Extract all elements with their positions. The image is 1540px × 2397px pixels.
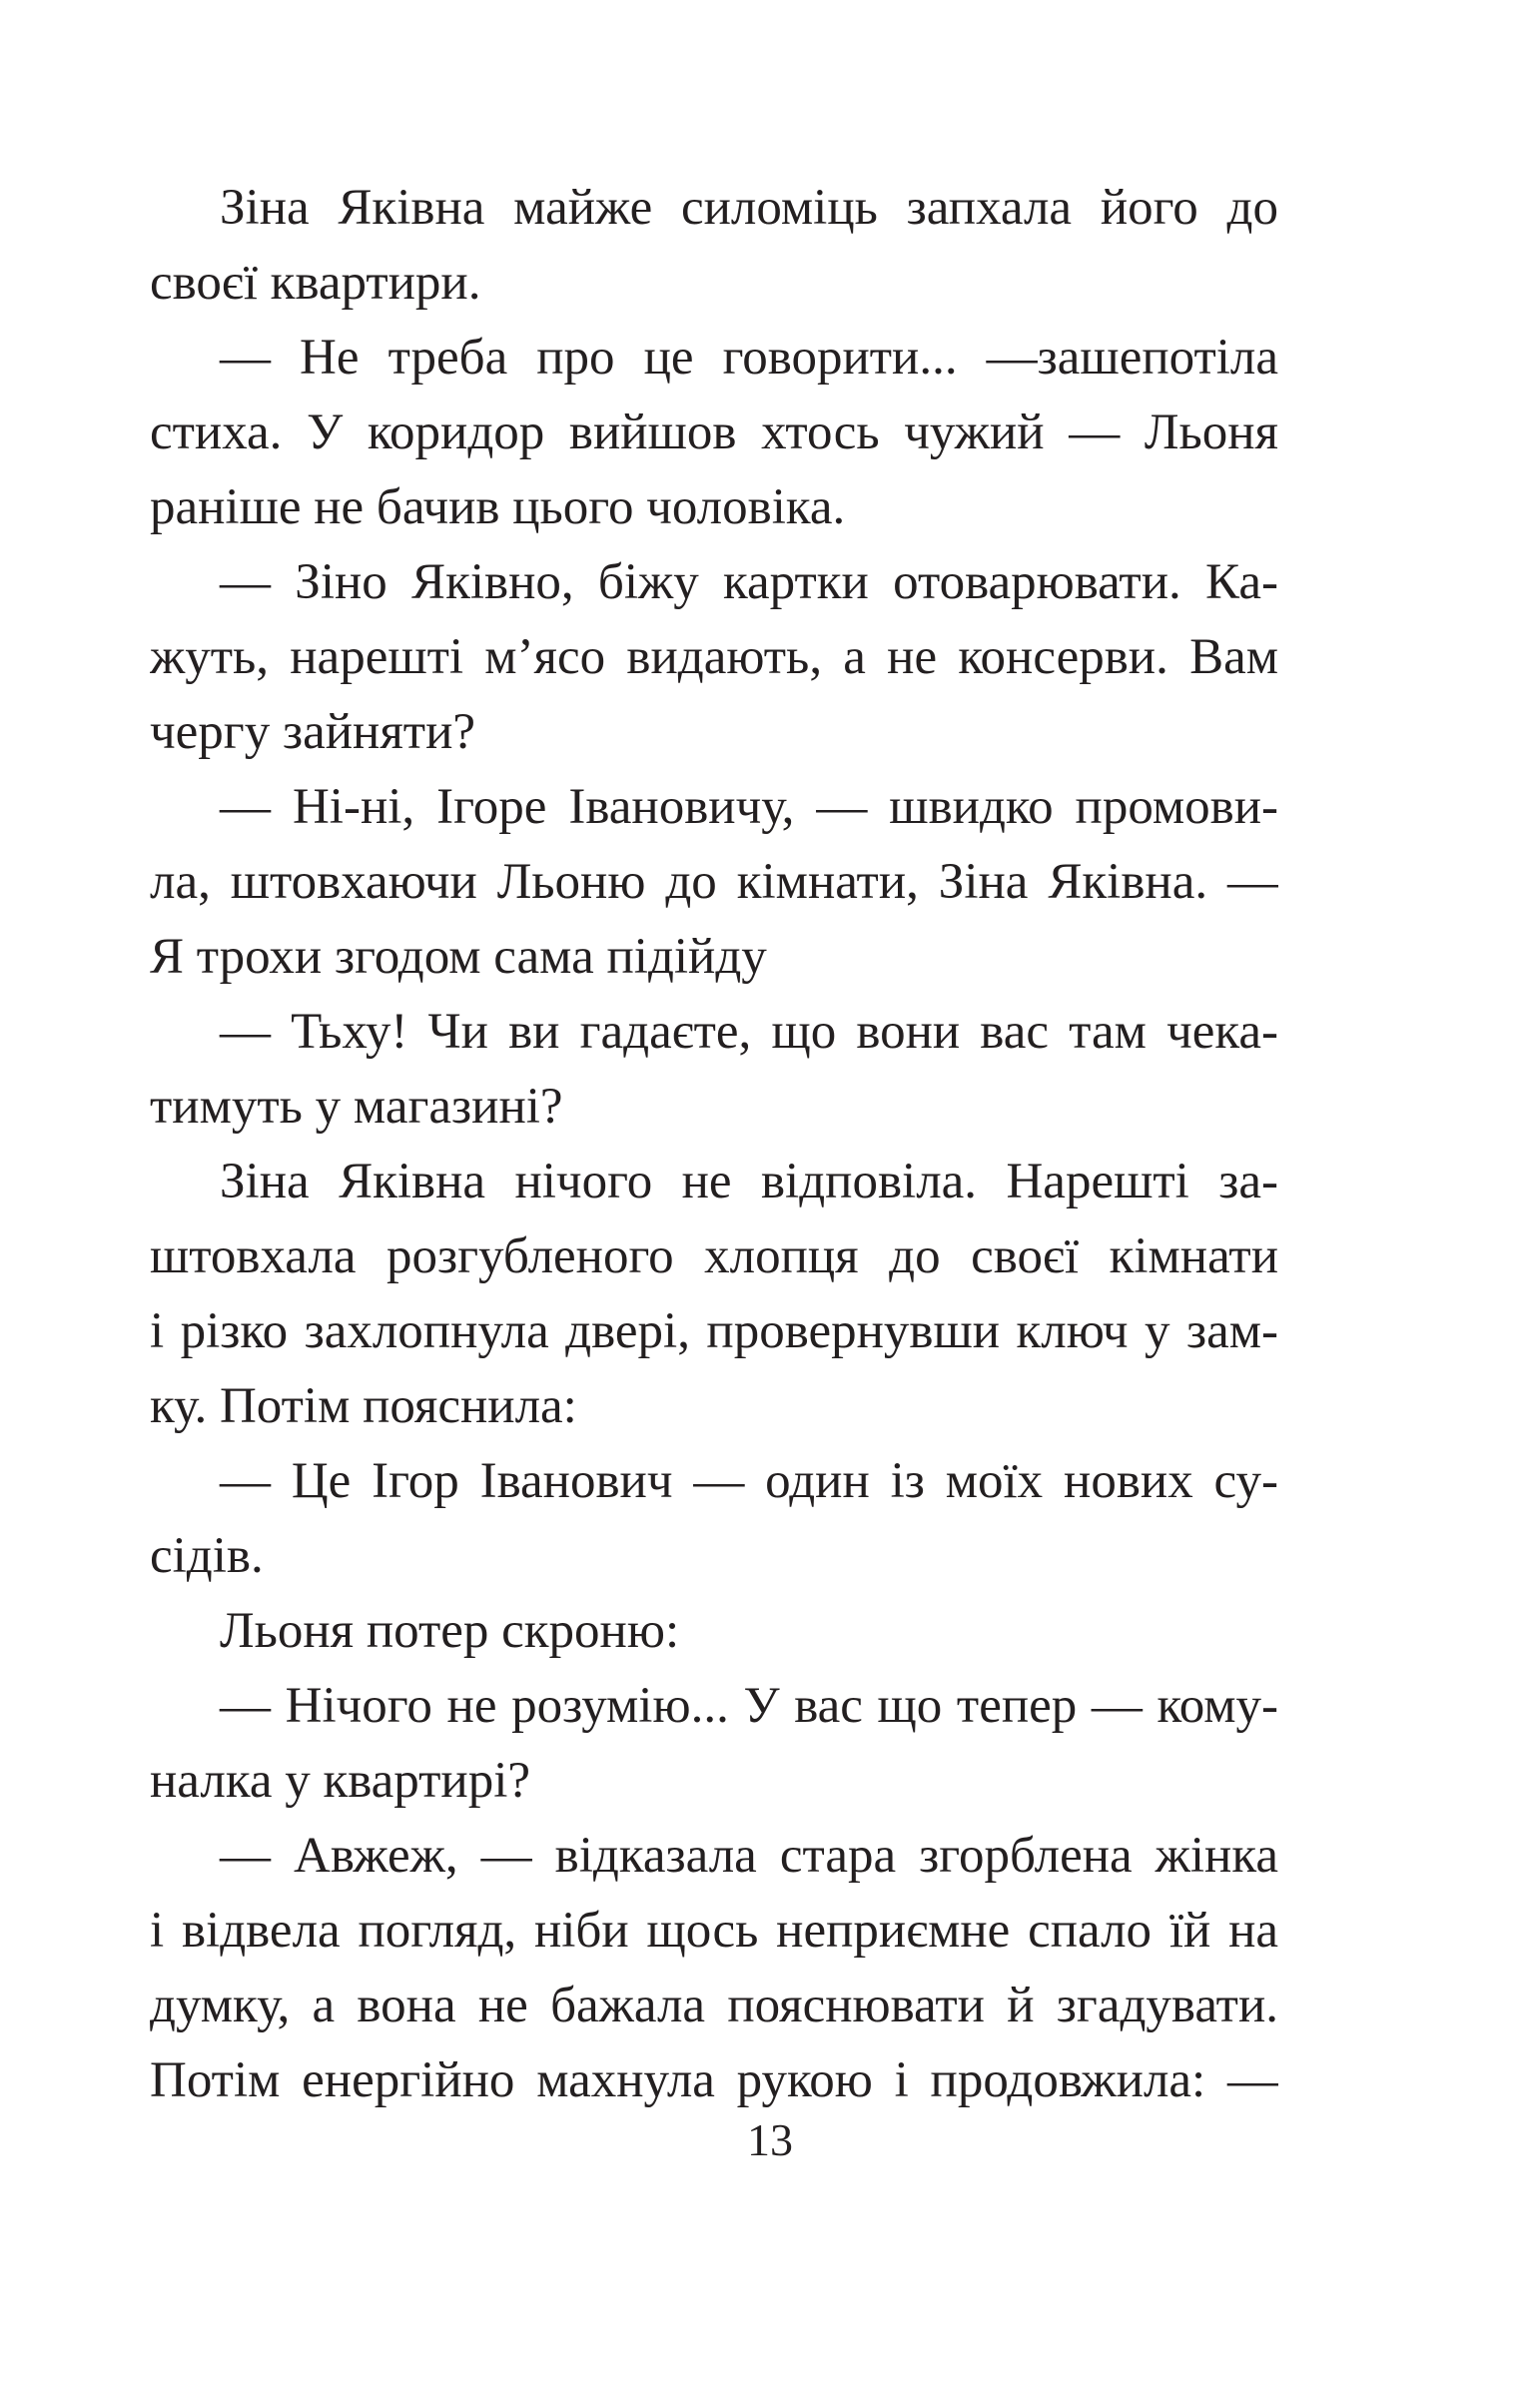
- text-line: Я трохи згодом сама підійду: [150, 929, 767, 985]
- text-line: — Це Ігор Іванович — один із моїх нових су-: [220, 1453, 1278, 1509]
- text-line: Потім енергійно махнула рукою і продовжила: —: [150, 2052, 1278, 2108]
- text-line: ла, штовхаючи Льоню до кімнати, Зіна Яківна. —: [150, 854, 1278, 910]
- text-line: налка у квартирі?: [150, 1753, 531, 1809]
- text-line: тимуть у магазині?: [150, 1079, 563, 1135]
- text-line: — Зіно Яківно, біжу картки отоварювати. Ка-: [220, 554, 1278, 610]
- text-line: сідів.: [150, 1528, 264, 1584]
- text-line: чергу зайняти?: [150, 704, 475, 760]
- text-line: Льоня потер скроню:: [220, 1603, 680, 1659]
- text-line: — Нічого не розумію... У вас що тепер — кому-: [220, 1678, 1278, 1734]
- text-line: — Ні-ні, Ігоре Івановичу, — швидко промови-: [220, 779, 1278, 835]
- text-line: Зіна Яківна майже силоміць запхала його до: [220, 180, 1278, 236]
- text-line: — Не треба про це говорити... —зашепотіла: [220, 330, 1278, 386]
- text-line: — Тьху! Чи ви гадаєте, що вони вас там чека-: [220, 1004, 1278, 1060]
- text-line: раніше не бачив цього чоловіка.: [150, 479, 846, 535]
- text-line: своєї квартири.: [150, 255, 481, 311]
- text-line: жуть, нарешті м’ясо видають, а не консерви. Вам: [150, 629, 1278, 685]
- text-line: Зіна Яківна нічого не відповіла. Нарешті за-: [220, 1154, 1278, 1209]
- text-line: ку. Потім пояснила:: [150, 1378, 577, 1434]
- text-line: і відвела погляд, ніби щось неприємне спало їй на: [150, 1903, 1278, 1959]
- page-text: [150, 171, 1278, 2118]
- text-line: і різко захлопнула двері, провернувши ключ у зам-: [150, 1303, 1278, 1359]
- text-line: думку, а вона не бажала пояснювати й згадувати.: [150, 1978, 1278, 2033]
- page-number: 13: [747, 2114, 793, 2165]
- text-line: стиха. У коридор вийшов хтось чужий — Льоня: [150, 404, 1278, 460]
- text-line: штовхала розгубленого хлопця до своєї кімнати: [150, 1228, 1278, 1284]
- text-line: — Авжеж, — відказала стара згорблена жінка: [220, 1828, 1278, 1884]
